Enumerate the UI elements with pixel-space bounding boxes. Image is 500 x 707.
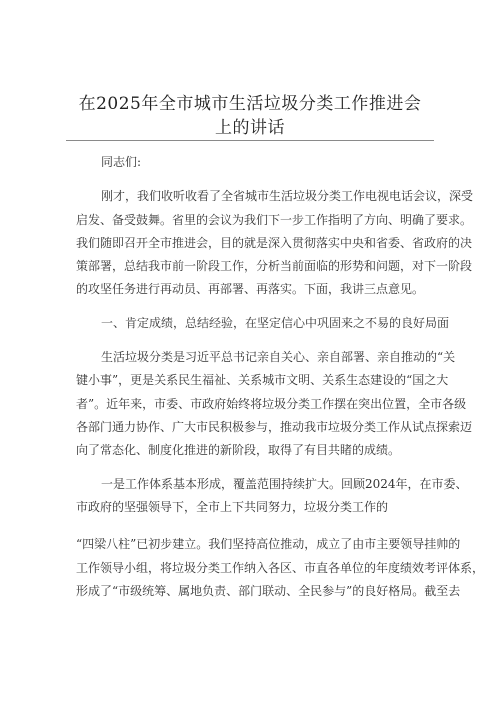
body-line: 策部署，总结我市前一阶段工作，分析当前面临的形势和问题，对下一阶段 [76, 259, 473, 273]
body-line: 我们随即召开全市推进会，目的就是深入贯彻落实中央和省委、省政府的决 [76, 236, 473, 250]
body-line: 者”。近年来，市委、市政府始终将垃圾分类工作摆在突出位置，全市各级 [76, 397, 467, 411]
section-heading: 一、肯定成绩，总结经验，在坚定信心中巩固来之不易的良好局面 [101, 316, 450, 330]
body-line: 一是工作体系基本形成，覆盖范围持续扩大。回顾2024年，在市委、 [101, 477, 468, 491]
body-line: 启发、备受鼓舞。省里的会议为我们下一步工作指明了方向、明确了要求。 [76, 213, 473, 227]
body-line: 形成了“市级统筹、属地负责、部门联动、全民参与”的良好格局。截至去 [76, 584, 461, 598]
body-line: 生活垃圾分类是习近平总书记亲自关心、亲自部署、亲自推动的“关 [101, 350, 456, 364]
body-line: “四梁八柱”已初步建立。我们坚持高位推动，成立了由市主要领导挂帅的 [76, 537, 461, 551]
body-line: 向了常态化、制度化推进的新阶段，取得了有目共睹的成绩。 [76, 443, 401, 457]
body-line: 各部门通力协作、广大市民积极参与，推动我市垃圾分类工作从试点探索迈 [76, 420, 473, 434]
body-line: 市政府的坚强领导下，全市上下共同努力，垃圾分类工作的 [76, 500, 389, 514]
title-divider [66, 140, 434, 141]
salutation: 同志们: [101, 155, 142, 169]
document-title-line-2: 上的讲话 [215, 118, 285, 138]
body-line: 键小事”，更是关系民生福祉、关系城市文明、关系生态建设的“国之大 [76, 373, 449, 387]
body-line: 的攻坚任务进行再动员、再部署、再落实。下面，我讲三点意见。 [76, 282, 425, 296]
body-line: 工作领导小组，将垃圾分类工作纳入各区、市直各单位的年度绩效考评体系， [76, 561, 485, 575]
body-line: 刚才，我们收听收看了全省城市生活垃圾分类工作电视电话会议，深受 [101, 189, 474, 203]
document-title-line-1: 在2025年全市城市生活垃圾分类工作推进会 [78, 94, 422, 114]
